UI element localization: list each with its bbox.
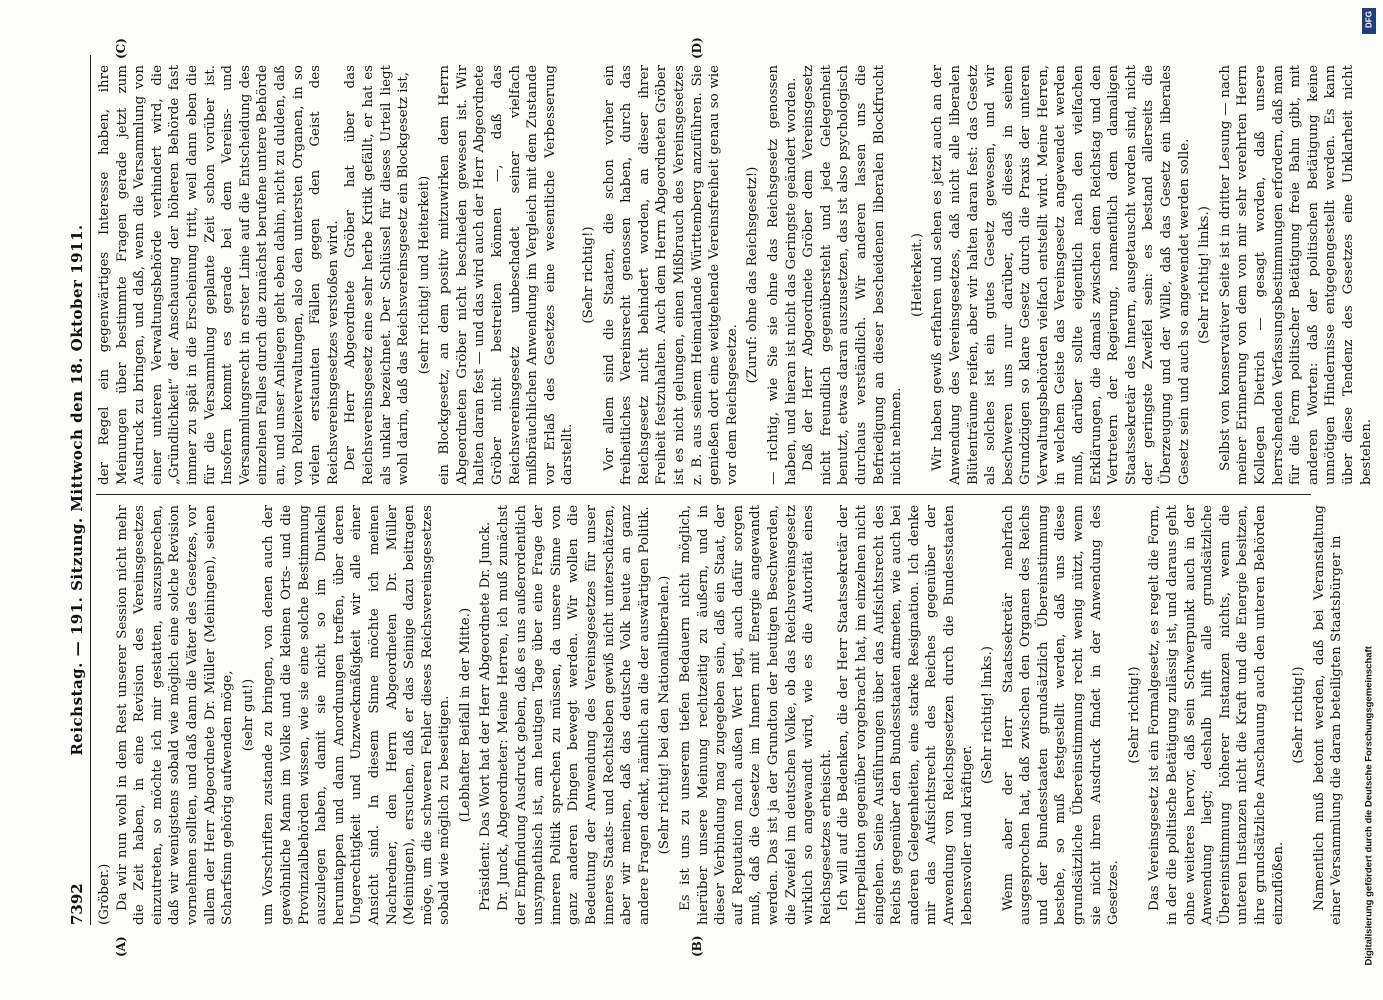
margin-mark-c: (C) xyxy=(114,38,128,59)
paragraph: um Vorschriften zustande zu bringen, von denen auch der gewöhnliche Mann im Volke und die kleinen Orts- und die Provinzialbehörden wissen, wie sie eine solche Bestimmung auszulegen haben, damit sie nicht so im Dunkeln herumtappen und dann Anordnungen treffen, über deren Ungerechtigkeit und Unzweckmäßigkeit wir alle einer Ansicht sind. In diesem Sinne möchte ich meinen Nachredner, den Herrn Abgeordneten Dr. Müller (Meiningen), ersuchen, daß er das Seinige dazu beitragen möge, um die schweren Fehler dieses Reichsvereinsgesetzes sobald wie möglich zu beseitigen. xyxy=(261,505,453,925)
paragraph: Der Herr Abgeordnete Gröber hat über das Reichsvereinsgesetz eine sehr herbe Kritik gefällt, er hat es als unklar bezeichnet. Der Schlüssel für dieses Urteil liegt wohl darin, daß das Reichsvereinsgesetz ein Blockgesetz ist, xyxy=(343,65,412,485)
paragraph: Selbst von konservativer Seite ist in dritter Lesung — nach meiner Erinnerung von dem von mir sehr verehrten Herrn Kollegen Dietrich — gesagt worden, daß unsere herrschenden Verfassungsbestimmungen erfordern, daß man für die Form politischer Betätigung freie Bahn gibt, mit anderen Worten: daß der politischen Betätigung keine unnötigen Hindernisse entgegengestellt werden. Es kann über diese Tendenz des Gesetzes eine Unklarheit nicht bestehen. xyxy=(1217,65,1374,485)
president-remark: Präsident: Das Wort hat der Herr Abgeordnete Dr. Junck. xyxy=(478,521,494,911)
paragraph: Wir haben gewiß erfahren und sehen es jetzt auch an der Anwendung des Vereinsgesetzes, daß nicht alle liberalen Blütenträume reifen, aber wir halten daran fest: das Gesetz als solches ist ein gutes Gesetz gewesen, und wir beschweren uns nur darüber, daß dieses in seinen Grundzügen so klare Gesetz durch die Praxis der unteren Verwaltungsbehörden vielfach entstellt wird. Meine Herren, in welchem Geiste das Vereinsgesetz angewendet werden muß, darüber sollte eigentlich nach den vielfachen Erklärungen, die damals zwischen dem Reichstag und den Vertretern der Regierung, namentlich dem damaligen Staatssekretär des Innern, ausgetauscht worden sind, nicht der geringste Zweifel sein: es bestand allerseits die Überzeugung und der Wille, daß das Gesetz ein liberales Gesetz sein und auch so angewendet werden solle. xyxy=(930,65,1192,485)
reaction: (Sehr richtig!) xyxy=(1291,666,1307,764)
paragraph: Daß der Herr Abgeordnete Gröber dem Vereinsgesetz nicht freundlich gegenübersteht und jede Gelegenheit benutzt, etwas daran auszusetzen, das ist also psychologisch durchaus verständlich. Wir anderen lassen uns die Befriedigung an dieser bescheidenen liberalen Blockfrucht nicht nehmen. xyxy=(801,65,905,485)
reaction: (sehr gut!) xyxy=(240,678,256,752)
running-head xyxy=(68,55,91,925)
page-headline: Reichstag. — 191. Sitzung. Mittwoch den 18. Oktober 1911. xyxy=(68,224,86,756)
digitization-note: Digitalisierung gefördert durch die Deutsche Forschungsgemeinschaft xyxy=(1363,646,1375,966)
speech-opening: Dr. Junck, Abgeordneter: Meine Herren, ich muß zunächst der Empfindung Ausdruck geben, daß es uns außerordentlich unsympathisch ist, am heutigen Tage über eine Frage der inneren Politik sprechen zu müssen, da unsere Sinne von ganz anderen Dingen bewegt werden. Wir wollen die Bedeutung der Anwendung des Vereinsgesetzes für unser inneres Staats- und Rechtsleben gewiß nicht unterschätzen, aber wir meinen, daß das deutsche Volk heute an ganz andere Fragen denkt, nämlich an die der auswärtigen Politik. xyxy=(496,505,652,925)
paragraph: Vor allem sind die Staaten, die schon vorher ein freiheitliches Vereinsrecht genossen haben, durch das Reichsgesetz nicht behindert worden, an dieser ihrer Freiheit festzuhalten. Auch dem Herrn Abgeordneten Gröber ist es nicht gelungen, einen Mißbrauch des Vereinsgesetzes z. B. aus seinem Heimatlande Württemberg anzuführen. Sie genießen dort eine weitgehende Vereinsfreiheit genau so wie vor dem Reichsgesetze. xyxy=(601,65,740,485)
dfg-logo-text: DFG xyxy=(1364,11,1374,28)
reaction: (Sehr richtig!) xyxy=(581,226,597,324)
paragraph: Das Vereinsgesetz ist ein Formalgesetz, es regelt die Form, in der die politische Betätigung zulässig ist, und daraus geht ohne weiteres hervor, daß sein Schwerpunkt auch in der Anwendung liegt; deshalb hilft alle grundsätzliche Übereinstimmung höherer Instanzen nichts, wenn die unteren Instanzen nicht die Kraft und die Energie besitzen, ihre grundsätzliche Anschauung auch den unteren Behörden einzuflößen. xyxy=(1147,505,1286,925)
left-column xyxy=(96,505,1346,925)
column-divider xyxy=(96,494,1311,495)
margin-mark-b: (B) xyxy=(690,935,704,957)
paragraph: — richtig, wie Sie sie ohne das Reichsgesetz genossen haben, und hieran ist nicht das Geringste geändert worden. xyxy=(765,65,799,485)
margin-mark-d: (D) xyxy=(690,37,704,59)
reaction: (Sehr richtig!) xyxy=(1126,666,1142,764)
paragraph: Wenn aber der Herr Staatssekretär mehrfach ausgesprochen hat, daß zwischen den Organen des Reichs und der Bundesstaaten grundsätzlich Übereinstimmung bestehe, so muß festgestellt werden, daß uns diese grundsätzliche Übereinstimmung recht wenig nützt, wenn sie nicht ihren Ausdruck findet in der Anwendung des Gesetzes. xyxy=(1000,505,1122,925)
reaction: (sehr richtig! und Heiterkeit) xyxy=(416,175,432,375)
reaction: (Lebhafter Beifall in der Mitte.) xyxy=(457,607,473,823)
digitization-credit xyxy=(1359,8,1379,988)
reaction: (Sehr richtig! links.) xyxy=(1197,206,1213,344)
margin-mark-a: (A) xyxy=(114,936,128,957)
paragraph: der Regel ein gegenwärtiges Interesse haben, ihre Meinungen über bestimmte Fragen gerade jetzt zum Ausdruck zu bringen, und daß, wenn die Versammlung von einer unteren Verwaltungsbehörde verhindert wird, die „Gründlichkeit“ der Anschauung der höheren Behörde fast immer zu spät in die Erscheinung tritt, weil dann eben die für die Versammlung geplante Zeit schon vorüber ist. Insofern kommt es gerade bei dem Vereins- und Versammlungsrecht in erster Linie auf die Entscheidung des einzelnen Falles durch die zunächst berufene untere Behörde an, und unser Anliegen geht eben dahin, nicht zu dulden, daß von Polizeiverwaltungen, also den untersten Organen, in so vielen erstaunten Fällen gegen den Geist des Reichsvereinsgesetzes verstoßen wird. xyxy=(97,65,341,485)
reaction: (Sehr richtig! links.) xyxy=(980,646,996,784)
speaker-tag: (Gröber.) xyxy=(97,863,112,925)
reaction: (Zuruf: ohne das Reichsgesetz!) xyxy=(745,166,761,384)
paragraph: Ich will auf die Bedenken, die der Herr Staatssekretär der Interpellation gegenüber vorgebracht hat, im einzelnen nicht eingehen. Seine Ausführungen über das Aufsichtsrecht des Reichs gegenüber den Bundesstaaten atmeten, wie auch bei anderen Gelegenheiten, eine starke Resignation. Ich denke mir das Aufsichtsrecht des Reiches gegenüber der Anwendung von Reichsgesetzen durch die Bundesstaaten lebensvoller und kräftiger. xyxy=(836,505,975,925)
paragraph: Namentlich muß betont werden, daß bei Veranstaltung einer Versammlung die daran beteiligten Staatsbürger in xyxy=(1311,505,1345,925)
page-number: 7392 xyxy=(68,883,86,925)
reaction: (Sehr richtig! bei den Nationalliberalen.) xyxy=(657,575,673,855)
reaction: (Heiterkeit.) xyxy=(909,233,925,317)
paragraph: Da wir nun wohl in dem Rest unserer Session nicht mehr die Zeit haben, in eine Revision des Vereinsgesetzes einzutreten, so möchte ich mir gestatten, auszusprechen, daß wir wenigstens sobald wie möglich eine solche Revision vornehmen sollten, und daß dann die Väter des Gesetzes, vor allem der Herr Abgeordnete Dr. Müller (Meiningen), seinen Scharfsinn gehörig aufwenden möge, xyxy=(114,505,236,925)
right-column xyxy=(96,65,1375,485)
paragraph: ein Blockgesetz, an dem positiv mitzuwirken dem Herrn Abgeordneten Gröber nicht beschieden gewesen ist. Wir halten daran fest — und das wird auch der Herr Abgeordnete Gröber nicht bestreiten können —, daß das Reichsvereinsgesetz unbeschadet seiner vielfach mißbräuchlichen Anwendung im Vergleich mit dem Zustande vor Erlaß des Gesetzes eine wesentliche Verbesserung darstellt. xyxy=(437,65,576,485)
paragraph: Es ist uns zu unserem tiefen Bedauern nicht möglich, hierüber unsere Meinung rechtzeitig zu äußern, und in dieser Verbindung mag zugegeben sein, daß ein Staat, der auf Reputation nach außen Wert legt, auch dafür sorgen muß, daß die Gesetze im Innern mit Energie angewandt werden. Das ist ja der Grundton der heutigen Beschwerden, die Zweifel im deutschen Volke, ob das Reichsvereinsgesetz wirklich so angewandt wird, wie es die Autorität eines Reichsgesetzes erheischt. xyxy=(678,505,834,925)
